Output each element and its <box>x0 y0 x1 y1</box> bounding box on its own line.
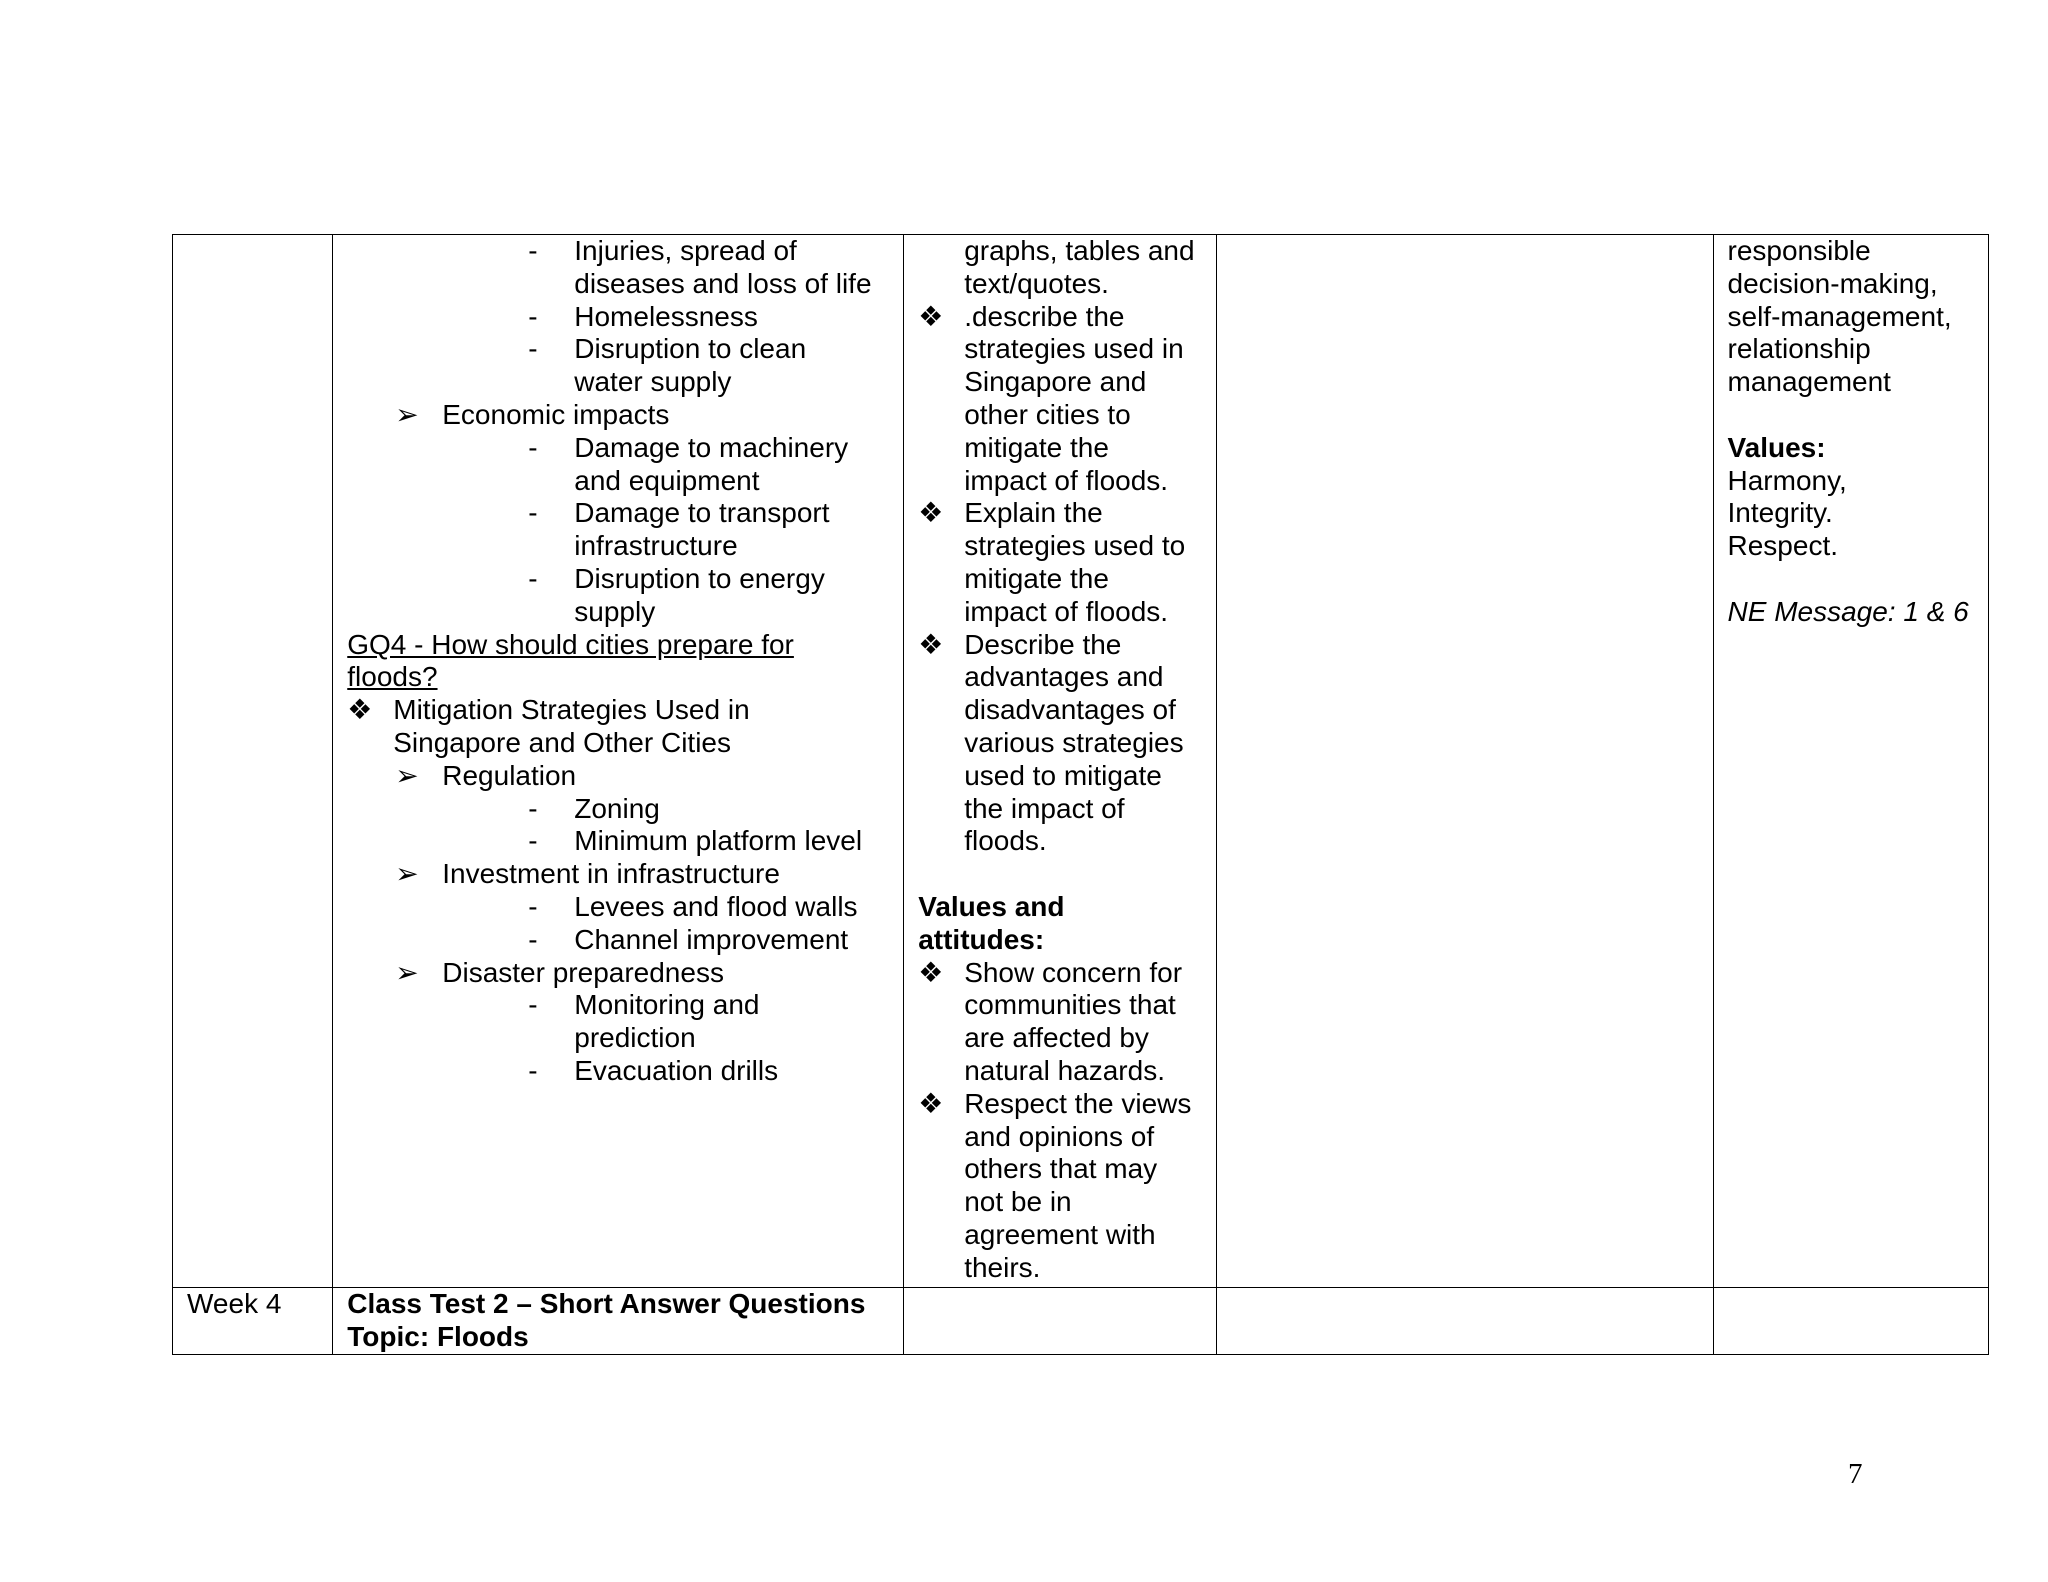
spacer <box>1728 399 1976 432</box>
list-item-text: Evacuation drills <box>574 1054 779 1086</box>
list-item <box>918 957 1204 990</box>
list-item-text: Values and <box>918 890 1065 922</box>
list-item-text: are affected by <box>964 1022 1149 1054</box>
dash-bullet: - <box>528 890 538 922</box>
list-item <box>347 563 891 596</box>
activities-cell <box>1216 235 1713 1288</box>
list-item-text: Singapore and <box>964 366 1147 398</box>
list-item <box>918 924 1204 957</box>
week-cell <box>173 235 333 1288</box>
list-item-text: Respect the views <box>964 1087 1192 1119</box>
list-item <box>1728 497 1976 530</box>
list-item <box>918 1121 1204 1154</box>
class-test-topic: Topic: Floods <box>347 1320 529 1352</box>
list-item <box>918 694 1204 727</box>
list-item-text: Disruption to energy <box>574 562 825 594</box>
list-item <box>347 957 891 990</box>
list-item-text: not be in <box>964 1186 1072 1218</box>
list-item-text: the impact of <box>964 792 1125 824</box>
list-item <box>918 432 1204 465</box>
dash-bullet: - <box>528 1054 538 1086</box>
list-item-text: supply <box>574 595 656 627</box>
list-item <box>918 1186 1204 1219</box>
dash-bullet <box>528 465 574 498</box>
list-item <box>918 530 1204 563</box>
list-item <box>347 465 891 498</box>
list-item <box>347 661 891 694</box>
list-item <box>918 366 1204 399</box>
list-item-text: Economic impacts <box>442 398 670 430</box>
list-item-text: infrastructure <box>574 530 738 562</box>
list-item-text: mitigate the <box>964 562 1109 594</box>
dash-bullet: - <box>528 562 538 594</box>
list-item <box>918 1252 1204 1285</box>
list-item <box>347 793 891 826</box>
diamond-bullet-icon: ❖ <box>347 694 373 726</box>
list-item-text: Mitigation Strategies Used in <box>393 694 750 726</box>
list-item <box>918 465 1204 498</box>
dash-bullet: - <box>528 333 538 365</box>
list-item-text: NE Message: 1 & 6 <box>1727 595 1969 627</box>
list-item <box>918 333 1204 366</box>
list-item-text: various strategies <box>964 726 1184 758</box>
list-item <box>1728 432 1976 465</box>
list-item-text: graphs, tables and <box>964 235 1195 266</box>
list-item <box>918 793 1204 826</box>
arrow-bullet-icon: ➢ <box>395 858 419 890</box>
list-item <box>918 727 1204 760</box>
list-item <box>918 235 1204 268</box>
diamond-bullet-icon: ❖ <box>918 1087 944 1119</box>
list-item <box>918 1153 1204 1186</box>
values-cell <box>1713 235 1988 1288</box>
list-item-text: communities that <box>964 989 1176 1021</box>
list-item-text: diseases and loss of life <box>574 267 872 299</box>
list-item-text: prediction <box>574 1022 696 1054</box>
list-item-text: other cities to <box>964 398 1131 430</box>
dash-bullet <box>528 596 574 629</box>
list-item <box>918 629 1204 662</box>
list-item <box>347 629 891 662</box>
list-item-text: Respect. <box>1727 530 1839 562</box>
dash-bullet: - <box>528 825 538 857</box>
dash-bullet <box>528 366 574 399</box>
empty-cell <box>904 1288 1217 1355</box>
list-item <box>918 989 1204 1022</box>
list-item <box>347 333 891 366</box>
list-item-text: self-management, <box>1727 300 1952 332</box>
list-item <box>347 268 891 301</box>
list-item <box>1728 596 1976 629</box>
list-item <box>347 891 891 924</box>
list-item-text: Harmony, <box>1727 464 1847 496</box>
list-item <box>347 301 891 334</box>
list-item <box>918 825 1204 858</box>
list-item-text: strategies used in <box>964 333 1184 365</box>
list-item-text: advantages and <box>964 661 1164 693</box>
list-item-text: disadvantages of <box>964 694 1176 726</box>
diamond-bullet-icon: ❖ <box>918 300 944 332</box>
empty-cell <box>1216 1288 1713 1355</box>
learning-outcomes-cell <box>904 235 1217 1288</box>
list-item <box>347 825 891 858</box>
list-item-text: Monitoring and <box>574 989 760 1021</box>
list-item <box>347 727 891 760</box>
list-item-text: Describe the <box>964 628 1122 660</box>
class-test-title: Class Test 2 – Short Answer Questions <box>347 1288 866 1319</box>
list-item-text: responsible <box>1727 235 1871 266</box>
scheme-of-work-table <box>172 234 1989 1355</box>
list-item-text: water supply <box>574 366 732 398</box>
week-label: Week 4 <box>173 1288 333 1355</box>
diamond-bullet-icon: ❖ <box>918 628 944 660</box>
list-item <box>918 596 1204 629</box>
list-item <box>1728 235 1976 268</box>
list-item <box>918 399 1204 432</box>
page-number: 7 <box>1848 1458 1863 1490</box>
table-row <box>173 1288 1989 1355</box>
list-item-text: floods? <box>347 661 438 693</box>
list-item-text: and opinions of <box>964 1120 1155 1152</box>
list-item-text: impact of floods. <box>964 595 1169 627</box>
list-item-text: GQ4 - How should cities prepare for <box>347 628 794 660</box>
list-item-text: .describe the <box>964 300 1125 332</box>
list-item <box>347 760 891 793</box>
dash-bullet: - <box>528 792 538 824</box>
arrow-bullet-icon: ➢ <box>395 759 419 791</box>
list-item <box>918 891 1204 924</box>
list-item-text: Values: <box>1727 431 1826 463</box>
list-item <box>1728 366 1976 399</box>
dash-bullet: - <box>528 235 538 266</box>
list-item <box>347 432 891 465</box>
list-item-text: Damage to transport <box>574 497 830 529</box>
list-item <box>1728 465 1976 498</box>
list-item <box>347 1022 891 1055</box>
list-item <box>1728 301 1976 334</box>
list-item-text: agreement with <box>964 1218 1156 1250</box>
list-item-text: natural hazards. <box>964 1054 1165 1086</box>
list-item-text: text/quotes. <box>964 267 1109 299</box>
list-item-text: Investment in infrastructure <box>442 858 780 890</box>
list-item-text: Levees and flood walls <box>574 890 858 922</box>
list-item-text: floods. <box>964 825 1047 857</box>
arrow-bullet-icon: ➢ <box>395 398 419 430</box>
arrow-bullet-icon: ➢ <box>395 956 419 988</box>
dash-bullet: - <box>528 300 538 332</box>
spacer <box>918 858 1204 891</box>
list-item-text: management <box>1727 366 1891 398</box>
list-item <box>347 596 891 629</box>
list-item <box>918 1055 1204 1088</box>
list-item <box>347 1055 891 1088</box>
list-item <box>918 1088 1204 1121</box>
list-item <box>347 235 891 268</box>
list-item-text: used to mitigate <box>964 759 1162 791</box>
dash-bullet <box>528 1022 574 1055</box>
list-item-text: Channel improvement <box>574 923 849 955</box>
empty-cell <box>1713 1288 1988 1355</box>
list-item <box>918 268 1204 301</box>
list-item <box>347 366 891 399</box>
list-item <box>347 399 891 432</box>
list-item-text: Explain the <box>964 497 1103 529</box>
dash-bullet <box>528 530 574 563</box>
list-item <box>1728 268 1976 301</box>
list-item <box>1728 530 1976 563</box>
list-item-text: mitigate the <box>964 431 1109 463</box>
list-item <box>918 1022 1204 1055</box>
dash-bullet <box>528 268 574 301</box>
list-item-text: Injuries, spread of <box>574 235 797 266</box>
list-item-text: relationship <box>1727 333 1871 365</box>
list-item-text: theirs. <box>964 1251 1041 1283</box>
list-item <box>347 530 891 563</box>
list-item-text: Zoning <box>574 792 660 824</box>
list-item <box>918 563 1204 596</box>
list-item-text: Integrity. <box>1727 497 1833 529</box>
dash-bullet: - <box>528 431 538 463</box>
list-item <box>918 301 1204 334</box>
list-item-text: Show concern for <box>964 956 1183 988</box>
list-item-text: impact of floods. <box>964 464 1169 496</box>
list-item-text: Homelessness <box>574 300 758 332</box>
list-item-text: Disaster preparedness <box>442 956 724 988</box>
list-item <box>918 661 1204 694</box>
list-item-text: Damage to machinery <box>574 431 849 463</box>
list-item-text: Singapore and Other Cities <box>393 726 731 758</box>
list-item <box>918 1219 1204 1252</box>
list-item <box>918 760 1204 793</box>
spacer <box>1728 563 1976 596</box>
list-item-text: others that may <box>964 1153 1158 1185</box>
diamond-bullet-icon: ❖ <box>918 497 944 529</box>
list-item-text: attitudes: <box>918 923 1045 955</box>
list-item <box>347 989 891 1022</box>
content-cell <box>333 235 904 1288</box>
table-row <box>173 235 1989 1288</box>
diamond-bullet-icon: ❖ <box>918 956 944 988</box>
dash-bullet: - <box>528 989 538 1021</box>
list-item-text: decision-making, <box>1727 267 1938 299</box>
list-item-text: Minimum platform level <box>574 825 863 857</box>
class-test-cell <box>333 1288 904 1355</box>
list-item <box>347 497 891 530</box>
list-item-text: Regulation <box>442 759 577 791</box>
dash-bullet: - <box>528 923 538 955</box>
dash-bullet: - <box>528 497 538 529</box>
list-item <box>347 924 891 957</box>
list-item-text: and equipment <box>574 464 760 496</box>
list-item <box>1728 333 1976 366</box>
list-item <box>347 694 891 727</box>
list-item-text: Disruption to clean <box>574 333 807 365</box>
list-item <box>347 858 891 891</box>
list-item-text: strategies used to <box>964 530 1186 562</box>
list-item <box>918 497 1204 530</box>
